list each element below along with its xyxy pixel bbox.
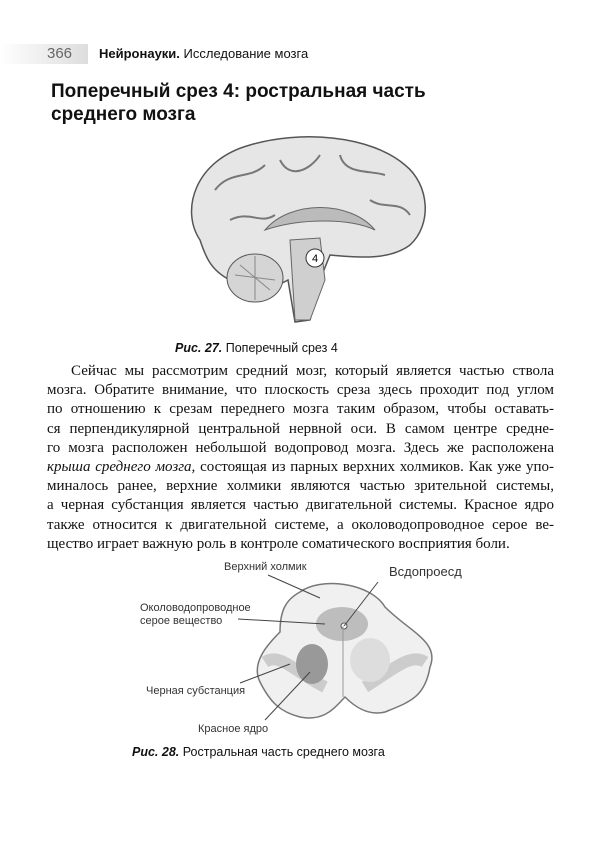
slice-marker: 4 bbox=[311, 253, 319, 265]
label-aqueduct: Всдопроесд bbox=[389, 564, 462, 579]
label-substantia-nigra: Черная субстанция bbox=[146, 685, 246, 697]
label-line: Околоводопроводное bbox=[140, 602, 251, 614]
label-superior-colliculus: Верхний холмик bbox=[224, 561, 307, 573]
figure-label: Рис. 27. bbox=[175, 341, 223, 355]
brain-sagittal-illustration bbox=[170, 130, 440, 330]
text-fragment: состоящая из парных верхних холмиков. Как уже упо- bbox=[200, 458, 555, 475]
page-number: 366 bbox=[47, 45, 73, 62]
figure-27-caption bbox=[175, 341, 338, 356]
text-line: Сейчас мы рассмотрим средний мозг, который является частью ствола bbox=[71, 363, 554, 379]
text-line bbox=[47, 458, 554, 477]
text-line: мозга. Обратите внимание, что плоскость среза здесь проходит под углом bbox=[47, 382, 554, 399]
text-line: также относится к двигательной системе, а околоводопроводное серое ве- bbox=[47, 516, 554, 533]
text-line: миналось ранее, верхние холмики являются частью зрительной системы, bbox=[47, 478, 554, 495]
figure-caption-text: Ростральная часть среднего мозга bbox=[182, 745, 385, 759]
figure-caption-text: Поперечный срез 4 bbox=[225, 341, 338, 355]
text-line: по отношению к срезам переднего мозга таким образом, чтобы оставать- bbox=[47, 401, 554, 418]
section-title: Поперечный срез 4: ростральная часть среднего мозга bbox=[51, 81, 426, 125]
book-title: Нейронауки. bbox=[99, 46, 180, 61]
label-red-nucleus: Красное ядро bbox=[198, 723, 269, 735]
figure-28-caption bbox=[132, 745, 385, 760]
text-line: го мозга расположен небольшой водопровод мозга. Здесь же расположена bbox=[47, 439, 554, 456]
header-bar bbox=[0, 44, 88, 64]
running-header bbox=[99, 46, 308, 61]
italic-term: крыша среднего мозга, bbox=[47, 458, 196, 475]
body-paragraph bbox=[47, 362, 554, 554]
label-line: серое вещество bbox=[140, 615, 223, 627]
text-line: а черная субстанция является частью двигательной системы. Красное ядро bbox=[47, 497, 554, 514]
figure-label: Рис. 28. bbox=[132, 745, 180, 759]
text-line: щество играет важную роль в контроле соматического восприятия боли. bbox=[47, 535, 510, 552]
chapter-title: Исследование мозга bbox=[183, 46, 309, 61]
midbrain-section-illustration bbox=[120, 552, 500, 742]
text-line: ся перпендикулярной центральной нервной оси. В самом центре средне- bbox=[47, 420, 554, 437]
label-periaqueductal-gray bbox=[140, 602, 251, 628]
